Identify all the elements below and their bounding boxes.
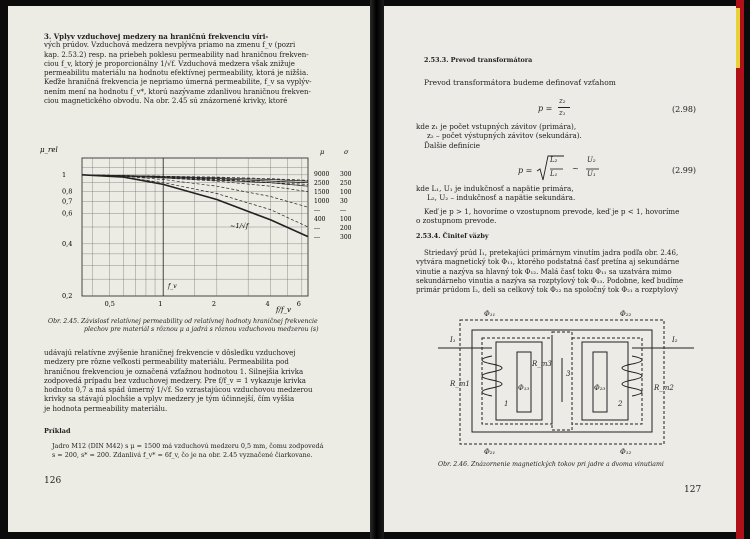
label-rm1: R_m1 — [450, 380, 470, 388]
x-tick-label: 1 — [158, 300, 163, 308]
legend-sigma-value: 100 — [340, 189, 352, 196]
example-line: s = 200, s* = 200. Zdanlivá f_v* = 6f_v, čo je na obr. 2.45 vyznačené čiarkovane. — [52, 451, 313, 460]
ratio-line: Keď je p > 1, hovoríme o vzostupnom prevode, keď je p < 1, hovoríme — [424, 207, 680, 216]
fv-marker-label: f_v — [168, 283, 177, 290]
eq1-definitions — [416, 122, 582, 141]
caption-line: plechov pre materiál s rôznou μ a jadrá s rôznou vzduchovou medzerou (s) — [84, 325, 319, 333]
legend-sigma-value: 200 — [340, 225, 352, 232]
eq2-sqrt-numerator: L₂ — [550, 156, 558, 164]
label-phi22: Φ₂₂ — [620, 310, 632, 318]
legend-sigma-value: 250 — [340, 180, 352, 187]
permeability-chart — [38, 144, 368, 316]
intro-line: vých prúdov. Vzduchová medzera nevplýva priamo na zmenu f_v (pozri — [44, 41, 296, 50]
label-phi23: Φ₂₃ — [594, 384, 606, 392]
example-paragraph — [52, 442, 366, 461]
label-phi11: Φ₁₁ — [484, 310, 496, 318]
section-2-53-3-heading: 2.53.3. Prevod transformátora — [424, 56, 533, 64]
body-line: hodnotu 0,7 a má spád úmerný 1/√f. So vzrastajúcou vzduchovou medzerou — [44, 386, 313, 395]
label-rm3: R_m3 — [532, 360, 552, 368]
label-path-3: 3 — [566, 370, 571, 378]
page-number-right: 127 — [684, 485, 702, 495]
label-i1: I₁ — [450, 336, 456, 344]
eq1-fraction-bar — [558, 107, 570, 108]
x-tick-label: 6 — [296, 300, 301, 308]
intro-line: nením mení na hodnotu f_v*, ktorú nazývame zdanlivou hraničnou frekven- — [44, 87, 311, 96]
eq2-tilde: ~ — [572, 164, 579, 173]
body-paragraph — [44, 349, 366, 414]
legend-sigma-value: --- — [340, 207, 347, 214]
intro-line: permeabilitu materiálu na hodnotu efektívnej permeability, ktorá je nižšia. — [44, 69, 309, 78]
eq2-sqrt-denominator: L₁ — [550, 170, 558, 178]
body-line: sekundárneho vinutia a nazýva sa rozptylový tok Φ₁₃. Podobne, keď budíme — [416, 276, 684, 285]
legend-mu-value: 9000 — [314, 171, 330, 178]
body-line: vinutie a nazýva sa hlavný tok Φ₁₂. Malá časť toku Φ₁₁ sa uzatvára mimo — [416, 267, 672, 276]
body-line: udávajú relatívne zvýšenie hraničnej frekvencie v dôsledku vzduchovej — [44, 349, 296, 357]
intro-line: 3. Vplyv vzduchovej medzery na hraničnú frekvenciu víri- — [44, 32, 269, 41]
core-window-left — [496, 342, 542, 420]
eq2-denominator: U₁ — [587, 170, 596, 178]
permeability-curve — [82, 175, 308, 237]
intro-line: ciou f_v, ktorý je proporcionálny 1/√f. Vzduchová medzera však znižuje — [44, 59, 295, 68]
book-gutter — [370, 0, 384, 539]
section-2-53-4-heading: 2.53.4. Činiteľ väzby — [416, 232, 489, 240]
body-line: Striedavý prúd I₁, pretekajúci primárnym vinutím jadra podľa obr. 2.46, — [424, 249, 679, 257]
right-page — [384, 6, 736, 532]
section-2-53-3-intro: Prevod transformátora budeme definovať vzťahom — [424, 78, 616, 87]
ratio-line: o zostupnom prevode. — [416, 216, 497, 226]
label-winding-2: 2 — [618, 400, 623, 408]
label-winding-1: 1 — [504, 400, 509, 408]
core-leg-left — [517, 352, 531, 412]
label-phi13: Φ₁₃ — [518, 384, 530, 392]
eq2-intro: Ďalšie definície — [424, 141, 481, 150]
y-tick-label: 0,4 — [62, 239, 73, 248]
eq1-numerator: z₂ — [559, 97, 566, 105]
legend-sigma-value: 100 — [340, 216, 352, 223]
legend-sigma-value: 30 — [340, 198, 348, 205]
label-i2: I₂ — [672, 336, 678, 344]
x-tick-label: 0,5 — [104, 300, 115, 308]
curve-label: ~1/√f — [230, 222, 249, 230]
body-line: je hodnota permeability materiálu. — [44, 404, 168, 413]
secondary-winding — [622, 356, 642, 396]
intro-line: kap. 2.53.2) resp. na priebeh poklesu permeability nad hraničnou frekven- — [44, 50, 309, 59]
body-line: medzery pre rôzne veľkosti permeability materiálu. Permeabilita pod — [44, 358, 289, 367]
book-edge-red — [736, 0, 744, 539]
y-tick-label: 1 — [62, 170, 67, 179]
legend-mu-value: 1000 — [314, 198, 330, 205]
page-number-left: 126 — [44, 476, 62, 486]
label-rm2: R_m2 — [654, 384, 674, 392]
figure-2-46-caption: Obr. 2.46. Znázornenie magnetických tokov pri jadre a dvoma vinutiami — [438, 461, 664, 468]
eq1-denominator: z₁ — [559, 109, 566, 117]
example-line: Jadro M12 (DIN M42) s μ = 1500 má vzduchovú medzeru 0,5 mm, čomu zodpovedá — [52, 442, 324, 450]
legend-mu-value: --- — [314, 234, 321, 241]
legend-mu-value: --- — [314, 225, 321, 232]
intro-paragraph — [44, 32, 366, 106]
definition-line: kde z₁ je počet vstupných závitov (primára), — [416, 122, 577, 131]
column-mu-header: μ — [320, 148, 325, 156]
eq2-definitions — [416, 184, 575, 203]
legend-table — [314, 171, 352, 241]
eq2-lhs: p = — [518, 166, 533, 175]
caption-line: Obr. 2.45. Závislosť relatívnej permeability od relatívnej hodnoty hraničnej frekvencie — [48, 318, 318, 325]
chart-ticks — [62, 171, 301, 308]
y-tick-label: 0,7 — [62, 197, 73, 206]
section-2-53-4-body — [416, 249, 732, 295]
label-phi12: Φ₁₂ — [620, 448, 632, 456]
eq2-numerator: U₂ — [587, 156, 596, 164]
legend-mu-value: 1500 — [314, 189, 330, 196]
y-tick-label: 0,6 — [62, 209, 73, 218]
x-axis-title: f/f_v — [276, 306, 291, 314]
body-line: primár prúdom I₂, deli sa celkový tok Φ₂₂ na spoločný tok Φ₂₁ a rozptylový — [416, 286, 679, 295]
body-line: krivky sa stávajú plochšie a vplyv medzery je tým účinnejší, čím vyššia — [44, 395, 295, 404]
body-line: zodpovedá prípadu bez vzduchovej medzery. Pre f/f_v = 1 vykazuje krivka — [44, 376, 306, 385]
core-leg-right — [593, 352, 607, 412]
legend-sigma-value: 300 — [340, 171, 352, 178]
definition-line: kde L₁, U₁ je indukčnosť a napätie primára, — [416, 184, 574, 193]
legend-mu-value: 2500 — [314, 180, 330, 187]
y-tick-label: 0,8 — [62, 187, 73, 196]
y-axis-title: μ_rel — [40, 146, 58, 154]
chart-curves — [82, 175, 308, 237]
column-sigma-header: σ — [344, 148, 349, 156]
transformer-flux-diagram — [432, 302, 702, 462]
eq1-lhs: p = — [538, 104, 553, 113]
primary-winding — [482, 356, 502, 396]
example-heading: Príklad — [44, 427, 71, 435]
eq1-number: (2.98) — [672, 105, 697, 114]
figure-2-45-caption — [48, 318, 368, 333]
definition-line: z₂ – počet výstupných závitov (sekundára). — [427, 131, 582, 141]
legend-mu-value: 400 — [314, 216, 326, 223]
x-tick-label: 2 — [211, 300, 216, 308]
ratio-paragraph — [416, 207, 679, 226]
left-page — [8, 6, 370, 532]
intro-line: ciou magnetického obvodu. Na obr. 2.45 sú znázornené krivky, ktoré — [44, 97, 288, 106]
core-window-right — [582, 342, 628, 420]
label-phi21: Φ₂₁ — [484, 448, 496, 456]
body-line: hraničnou frekvenciou je označená vzťažnou hodnotou 1. Silnejšia krivka — [44, 367, 304, 376]
eq2-number: (2.99) — [672, 166, 697, 175]
legend-mu-value: --- — [314, 207, 321, 214]
body-line: vytvára magnetický tok Φ₁₁, ktorého podstatná časť pretína aj sekundárne — [416, 258, 680, 267]
legend-sigma-value: 300 — [340, 234, 352, 241]
y-tick-label: 0,2 — [62, 292, 73, 300]
x-tick-label: 4 — [265, 300, 270, 308]
intro-line: Keďže hraničná frekvencia je nepriamo úmerná permeabilite, f_v sa vyplýv- — [44, 78, 312, 87]
definition-line: L₂, U₂ – indukčnosť a napätie sekundára. — [427, 193, 576, 203]
